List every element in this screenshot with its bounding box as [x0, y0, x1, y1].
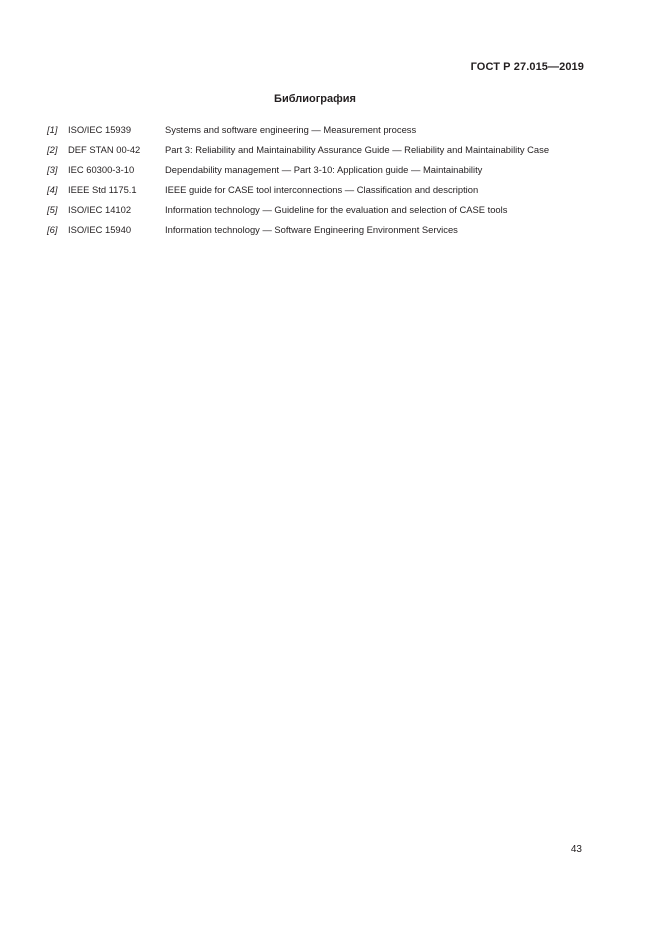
reference-item [47, 183, 607, 203]
reference-code: IEEE Std 1175.1 [68, 184, 137, 195]
reference-code: ISO/IEC 15939 [68, 124, 132, 135]
reference-item [47, 223, 607, 243]
reference-title: Systems and software engineering — Measurement process [165, 124, 417, 135]
reference-number: [1] [47, 124, 58, 135]
reference-title: Part 3: Reliability and Maintainability Assurance Guide — Reliability and Maintainability Case [165, 144, 550, 155]
bibliography-title: Библиография [274, 93, 356, 105]
reference-number: [4] [47, 184, 58, 195]
reference-number: [6] [47, 224, 58, 235]
page-number: 43 [570, 844, 582, 855]
reference-code: ISO/IEC 14102 [68, 204, 132, 215]
reference-item [47, 163, 607, 183]
reference-number: [3] [47, 164, 58, 175]
reference-number: [2] [47, 144, 58, 155]
reference-number: [5] [47, 204, 58, 215]
reference-item [47, 203, 607, 223]
reference-list [47, 123, 607, 243]
reference-code: ISO/IEC 15940 [68, 224, 132, 235]
reference-code: DEF STAN 00-42 [68, 144, 141, 155]
document-code: ГОСТ Р 27.015—2019 [470, 61, 584, 73]
reference-title: Information technology — Software Engineering Environment Services [165, 224, 458, 235]
reference-item [47, 123, 607, 143]
reference-code: IEC 60300-3-10 [68, 164, 135, 175]
reference-title: IEEE guide for CASE tool interconnections — Classification and description [165, 184, 479, 195]
reference-title: Information technology — Guideline for the evaluation and selection of CASE tools [165, 204, 508, 215]
reference-item [47, 143, 607, 163]
reference-title: Dependability management — Part 3-10: Application guide — Maintainability [165, 164, 483, 175]
